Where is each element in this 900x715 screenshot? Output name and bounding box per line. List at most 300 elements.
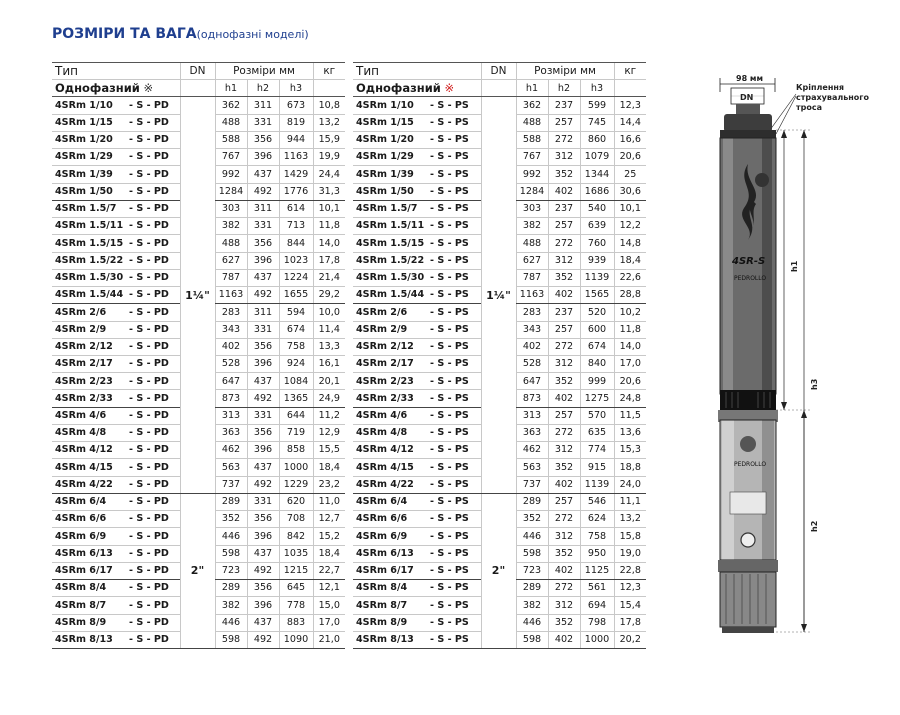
model-suffix: - S - PS [430, 185, 469, 197]
h1-cell: 446 [215, 528, 247, 545]
model-name: 4SRm 1/15 [356, 117, 414, 129]
h1-cell: 598 [215, 545, 247, 562]
h1-cell: 289 [516, 580, 548, 597]
page-title [52, 26, 309, 42]
model-cell [52, 218, 180, 235]
model-cell [52, 580, 180, 597]
weight-cell: 15,4 [614, 597, 646, 614]
h3-cell: 708 [279, 511, 313, 528]
model-cell [353, 200, 481, 217]
weight-cell: 31,3 [313, 183, 345, 200]
weight-cell: 24,0 [614, 476, 646, 493]
h1-cell: 723 [215, 562, 247, 579]
dn-outlet [731, 88, 764, 104]
subheader-row [353, 80, 646, 97]
sizes-header: Розміри мм [516, 63, 614, 80]
model-suffix: - S - PS [430, 392, 469, 404]
h3-cell: 1139 [580, 476, 614, 493]
model-cell [353, 511, 481, 528]
h1-cell: 402 [516, 338, 548, 355]
h2-cell: 352 [548, 545, 580, 562]
model-name: 4SRm 2/9 [356, 323, 408, 335]
h3-cell: 1776 [279, 183, 313, 200]
h1-cell: 313 [215, 407, 247, 424]
h2-label: h2 [810, 520, 819, 532]
model-name: 4SRm 2/6 [55, 306, 107, 318]
model-name: 4SRm 2/9 [55, 323, 107, 335]
dn-sub-empty [481, 80, 516, 97]
weight-cell: 18,4 [614, 252, 646, 269]
model-name: 4SRm 1.5/30 [356, 272, 425, 284]
h1-cell: 723 [516, 562, 548, 579]
model-suffix: - S - PS [430, 513, 469, 525]
weight-cell: 13,6 [614, 424, 646, 441]
weight-cell: 10,1 [614, 200, 646, 217]
model-suffix: - S - PS [430, 134, 469, 146]
model-suffix: - S - PD [129, 323, 169, 335]
weight-cell: 12,3 [614, 580, 646, 597]
h3-cell: 1215 [279, 562, 313, 579]
h3-cell: 1023 [279, 252, 313, 269]
model-cell [353, 476, 481, 493]
h2-cell: 492 [247, 631, 279, 648]
h3-cell: 599 [580, 97, 614, 114]
model-suffix: - S - PD [129, 410, 169, 421]
spec-table-pd [52, 62, 345, 649]
model-cell [353, 407, 481, 424]
h1-cell: 303 [215, 200, 247, 217]
h2-cell: 331 [247, 114, 279, 131]
h1-cell: 992 [516, 166, 548, 183]
model-name: 4SRm 2/33 [55, 392, 113, 404]
model-suffix: - S - PS [430, 634, 469, 646]
weight-cell: 18,8 [614, 459, 646, 476]
model-name: 4SRm 6/13 [55, 547, 113, 559]
weight-cell: 15,5 [313, 442, 345, 459]
model-cell [52, 442, 180, 459]
h1-cell: 1163 [215, 287, 247, 304]
weight-cell: 15,9 [313, 131, 345, 148]
model-suffix: - S - PD [129, 565, 169, 577]
h2-cell: 492 [247, 562, 279, 579]
model-cell [353, 614, 481, 631]
model-cell [52, 424, 180, 441]
model-name: 4SRm 1/15 [55, 117, 113, 129]
h2-cell: 272 [548, 131, 580, 148]
h3-cell: 939 [580, 252, 614, 269]
cable-note-line3: троса [796, 103, 822, 112]
weight-header: кг [313, 63, 345, 80]
h1-cell: 382 [516, 218, 548, 235]
model-cell [353, 597, 481, 614]
h1-cell: 647 [215, 373, 247, 390]
h1-cell: 446 [215, 614, 247, 631]
model-name: 4SRm 6/17 [55, 565, 113, 577]
model-suffix: - S - PS [430, 427, 469, 439]
h2-cell: 402 [548, 287, 580, 304]
h3-cell: 520 [580, 304, 614, 321]
model-name: 4SRm 2/17 [55, 358, 113, 370]
model-suffix: - S - PD [129, 151, 169, 163]
model-name: 4SRm 1.5/7 [356, 203, 418, 215]
h1-cell: 313 [516, 407, 548, 424]
h1-cell: 627 [516, 252, 548, 269]
h3-cell: 1275 [580, 390, 614, 407]
model-name: 4SRm 6/9 [55, 530, 107, 542]
model-cell [52, 114, 180, 131]
model-suffix: - S - PD [129, 530, 169, 542]
h2-cell: 492 [247, 390, 279, 407]
model-name: 4SRm 6/9 [356, 530, 408, 542]
model-suffix: - S - PD [129, 616, 169, 628]
h3-cell: 840 [580, 355, 614, 372]
dn-cell: 2" [481, 493, 516, 648]
model-suffix: - S - PD [129, 599, 169, 611]
model-name: 4SRm 2/17 [356, 358, 414, 370]
model-name: 4SRm 1/50 [55, 185, 113, 197]
weight-cell: 17,8 [313, 252, 345, 269]
model-suffix: - S - PS [430, 306, 469, 318]
h2-header: h2 [247, 80, 279, 97]
h2-cell: 237 [548, 304, 580, 321]
weight-cell: 15,0 [313, 597, 345, 614]
h2-cell: 402 [548, 390, 580, 407]
model-cell [52, 545, 180, 562]
h2-cell: 272 [548, 424, 580, 441]
model-name: 4SRm 1.5/30 [55, 272, 124, 284]
width-label: 98 мм [736, 74, 763, 83]
h2-cell: 272 [548, 235, 580, 252]
weight-cell: 11,4 [313, 321, 345, 338]
intake-grille [720, 390, 776, 410]
model-cell [353, 493, 481, 510]
model-suffix: - S - PS [430, 168, 469, 180]
phase-subheader [52, 80, 180, 97]
model-cell [353, 631, 481, 648]
h3-cell: 944 [279, 131, 313, 148]
h2-cell: 396 [247, 149, 279, 166]
phase-subheader [353, 80, 481, 97]
h2-cell: 311 [247, 304, 279, 321]
model-cell [52, 528, 180, 545]
model-cell [52, 407, 180, 424]
h3-cell: 644 [279, 407, 313, 424]
weight-cell: 20,6 [614, 373, 646, 390]
h3-cell: 1139 [580, 269, 614, 286]
model-suffix: - S - PS [430, 547, 469, 559]
weight-cell: 11,1 [614, 493, 646, 510]
model-cell [353, 390, 481, 407]
h2-cell: 257 [548, 321, 580, 338]
h3-cell: 924 [279, 355, 313, 372]
phase-label: Однофазний [356, 80, 441, 95]
h3-cell: 570 [580, 407, 614, 424]
model-cell [52, 373, 180, 390]
model-suffix: - S - PS [430, 151, 469, 163]
h1-cell: 647 [516, 373, 548, 390]
h3-cell: 1163 [279, 149, 313, 166]
h2-cell: 356 [247, 580, 279, 597]
weight-cell: 11,0 [313, 493, 345, 510]
h2-cell: 402 [548, 562, 580, 579]
model-name: 4SRm 2/33 [356, 392, 414, 404]
h3-cell: 758 [279, 338, 313, 355]
h1-cell: 303 [516, 200, 548, 217]
h3-cell: 1079 [580, 149, 614, 166]
h2-cell: 356 [247, 338, 279, 355]
model-suffix: - S - PD [129, 461, 169, 473]
h1-cell: 787 [516, 269, 548, 286]
phase-marker-icon: ※ [139, 80, 154, 95]
h3-cell: 1125 [580, 562, 614, 579]
weight-cell: 23,2 [313, 476, 345, 493]
dn-label: DN [740, 93, 754, 102]
weight-cell: 19,0 [614, 545, 646, 562]
weight-cell: 10,1 [313, 200, 345, 217]
model-cell [52, 493, 180, 510]
h3-label: h3 [810, 378, 819, 390]
h3-cell: 1000 [279, 459, 313, 476]
model-cell [52, 200, 180, 217]
model-suffix: - S - PD [129, 478, 169, 490]
h1-cell: 627 [215, 252, 247, 269]
sizes-header: Розміри мм [215, 63, 313, 80]
model-name: 4SRm 4/22 [356, 478, 414, 490]
model-cell [353, 183, 481, 200]
h3-cell: 1090 [279, 631, 313, 648]
weight-cell: 10,8 [313, 97, 345, 114]
h2-cell: 396 [247, 597, 279, 614]
model-suffix: - S - PD [129, 427, 169, 439]
weight-cell: 14,4 [614, 114, 646, 131]
h1-cell: 598 [516, 545, 548, 562]
cable-note [770, 82, 869, 134]
model-cell [353, 373, 481, 390]
model-cell [353, 131, 481, 148]
subheader-row [52, 80, 345, 97]
h3-cell: 614 [279, 200, 313, 217]
model-name: 4SRm 4/12 [356, 444, 414, 456]
model-cell [52, 597, 180, 614]
h1-cell: 462 [215, 442, 247, 459]
h1-cell: 362 [215, 97, 247, 114]
h2-cell: 237 [548, 200, 580, 217]
model-suffix: - S - PS [430, 272, 469, 284]
h2-cell: 312 [548, 355, 580, 372]
h3-cell: 1000 [580, 631, 614, 648]
model-cell [353, 424, 481, 441]
h1-cell: 992 [215, 166, 247, 183]
table-row [52, 97, 345, 114]
weight-cell: 17,0 [313, 614, 345, 631]
h2-cell: 437 [247, 373, 279, 390]
h1-cell: 563 [516, 459, 548, 476]
model-cell [52, 338, 180, 355]
model-suffix: - S - PS [430, 616, 469, 628]
h2-cell: 356 [247, 131, 279, 148]
model-name: 4SRm 4/8 [55, 427, 107, 439]
model-name: 4SRm 1/29 [55, 151, 113, 163]
h3-cell: 594 [279, 304, 313, 321]
h1-cell: 873 [516, 390, 548, 407]
weight-cell: 20,1 [313, 373, 345, 390]
motor [718, 410, 778, 633]
h1-cell: 462 [516, 442, 548, 459]
model-suffix: - S - PD [129, 547, 169, 559]
h2-cell: 437 [247, 269, 279, 286]
h2-cell: 352 [548, 269, 580, 286]
model-name: 4SRm 2/12 [356, 341, 414, 353]
model-cell [52, 252, 180, 269]
weight-cell: 21,4 [313, 269, 345, 286]
h2-cell: 331 [247, 493, 279, 510]
h1-cell: 488 [516, 235, 548, 252]
model-suffix: - S - PD [129, 358, 169, 370]
model-suffix: - S - PD [129, 272, 169, 284]
model-suffix: - S - PS [430, 599, 469, 611]
h3-cell: 1365 [279, 390, 313, 407]
weight-cell: 19,9 [313, 149, 345, 166]
h2-cell: 272 [548, 580, 580, 597]
h1-cell: 588 [516, 131, 548, 148]
h2-cell: 272 [548, 338, 580, 355]
weight-cell: 10,2 [614, 304, 646, 321]
h2-cell: 352 [548, 373, 580, 390]
weight-header: кг [614, 63, 646, 80]
h3-cell: 858 [279, 442, 313, 459]
h1-cell: 343 [516, 321, 548, 338]
model-name: 4SRm 4/8 [356, 427, 408, 439]
h3-header: h3 [279, 80, 313, 97]
model-cell [52, 97, 180, 114]
weight-cell: 29,2 [313, 287, 345, 304]
model-name: 4SRm 2/23 [356, 375, 414, 387]
h1-cell: 767 [516, 149, 548, 166]
h1-cell: 289 [215, 580, 247, 597]
model-name: 4SRm 4/6 [356, 410, 408, 421]
h2-header: h2 [548, 80, 580, 97]
model-suffix: - S - PD [129, 168, 169, 180]
h1-cell: 1284 [215, 183, 247, 200]
h3-header: h3 [580, 80, 614, 97]
weight-cell: 12,3 [614, 97, 646, 114]
model-suffix: - S - PS [430, 341, 469, 353]
h3-cell: 673 [279, 97, 313, 114]
model-suffix: - S - PS [430, 117, 469, 129]
model-suffix: - S - PD [129, 99, 169, 111]
model-name: 4SRm 1.5/44 [55, 289, 124, 301]
model-suffix: - S - PD [129, 117, 169, 129]
model-suffix: - S - PS [430, 478, 469, 490]
h3-cell: 860 [580, 131, 614, 148]
h1-cell: 488 [215, 235, 247, 252]
model-cell [52, 166, 180, 183]
h1-cell: 873 [215, 390, 247, 407]
h1-cell: 283 [215, 304, 247, 321]
cable-note-line1: Кріплення [796, 83, 845, 92]
weight-cell: 15,3 [614, 442, 646, 459]
model-name: 4SRm 1/29 [356, 151, 414, 163]
h2-cell: 396 [247, 528, 279, 545]
h1-cell: 1163 [516, 287, 548, 304]
h1-cell: 563 [215, 459, 247, 476]
h3-cell: 758 [580, 528, 614, 545]
model-name: 4SRm 1.5/22 [55, 254, 124, 266]
model-suffix: - S - PD [129, 375, 169, 387]
weight-cell: 20,2 [614, 631, 646, 648]
model-cell [52, 149, 180, 166]
h2-cell: 312 [548, 597, 580, 614]
model-suffix: - S - PD [129, 254, 169, 266]
model-suffix: - S - PD [129, 341, 169, 353]
weight-cell: 28,8 [614, 287, 646, 304]
h1-cell: 352 [516, 511, 548, 528]
model-suffix: - S - PS [430, 237, 469, 249]
h2-cell: 311 [247, 97, 279, 114]
h3-cell: 774 [580, 442, 614, 459]
model-suffix: - S - PS [430, 375, 469, 387]
weight-cell: 17,0 [614, 355, 646, 372]
model-suffix: - S - PD [129, 634, 169, 646]
type-header: Тип [353, 63, 481, 80]
h2-cell: 437 [247, 166, 279, 183]
h1-cell: 343 [215, 321, 247, 338]
h3-cell: 915 [580, 459, 614, 476]
model-cell [52, 131, 180, 148]
model-cell [353, 235, 481, 252]
weight-cell: 13,2 [313, 114, 345, 131]
model-suffix: - S - PS [430, 323, 469, 335]
h2-cell: 356 [247, 235, 279, 252]
brand-text-motor: PEDROLLO [734, 461, 767, 468]
weight-cell: 12,9 [313, 424, 345, 441]
h3-cell: 883 [279, 614, 313, 631]
h3-cell: 745 [580, 114, 614, 131]
h2-cell: 402 [548, 476, 580, 493]
weight-cell: 16,1 [313, 355, 345, 372]
h2-cell: 437 [247, 459, 279, 476]
model-cell [353, 459, 481, 476]
h1-cell: 363 [215, 424, 247, 441]
model-suffix: - S - PD [129, 134, 169, 146]
h2-cell: 492 [247, 183, 279, 200]
dn-sub-empty [180, 80, 215, 97]
weight-cell: 13,2 [614, 511, 646, 528]
table-row [52, 493, 345, 510]
header-row [353, 63, 646, 80]
h2-cell: 396 [247, 252, 279, 269]
h3-cell: 999 [580, 373, 614, 390]
model-name: 4SRm 1/10 [55, 99, 113, 111]
weight-cell: 12,1 [313, 580, 345, 597]
model-cell [353, 338, 481, 355]
h1-cell: 488 [516, 114, 548, 131]
h3-cell: 760 [580, 235, 614, 252]
h1-cell: 382 [516, 597, 548, 614]
h1-cell: 598 [215, 631, 247, 648]
model-name: 4SRm 4/22 [55, 478, 113, 490]
model-name: 4SRm 4/12 [55, 444, 113, 456]
model-name: 4SRm 1.5/15 [356, 237, 425, 249]
model-suffix: - S - PS [430, 254, 469, 266]
weight-cell: 22,7 [313, 562, 345, 579]
h1-cell: 598 [516, 631, 548, 648]
model-cell [353, 166, 481, 183]
model-suffix: - S - PS [430, 220, 469, 232]
weight-cell: 14,8 [614, 235, 646, 252]
weight-cell: 18,4 [313, 459, 345, 476]
table-row [353, 493, 646, 510]
